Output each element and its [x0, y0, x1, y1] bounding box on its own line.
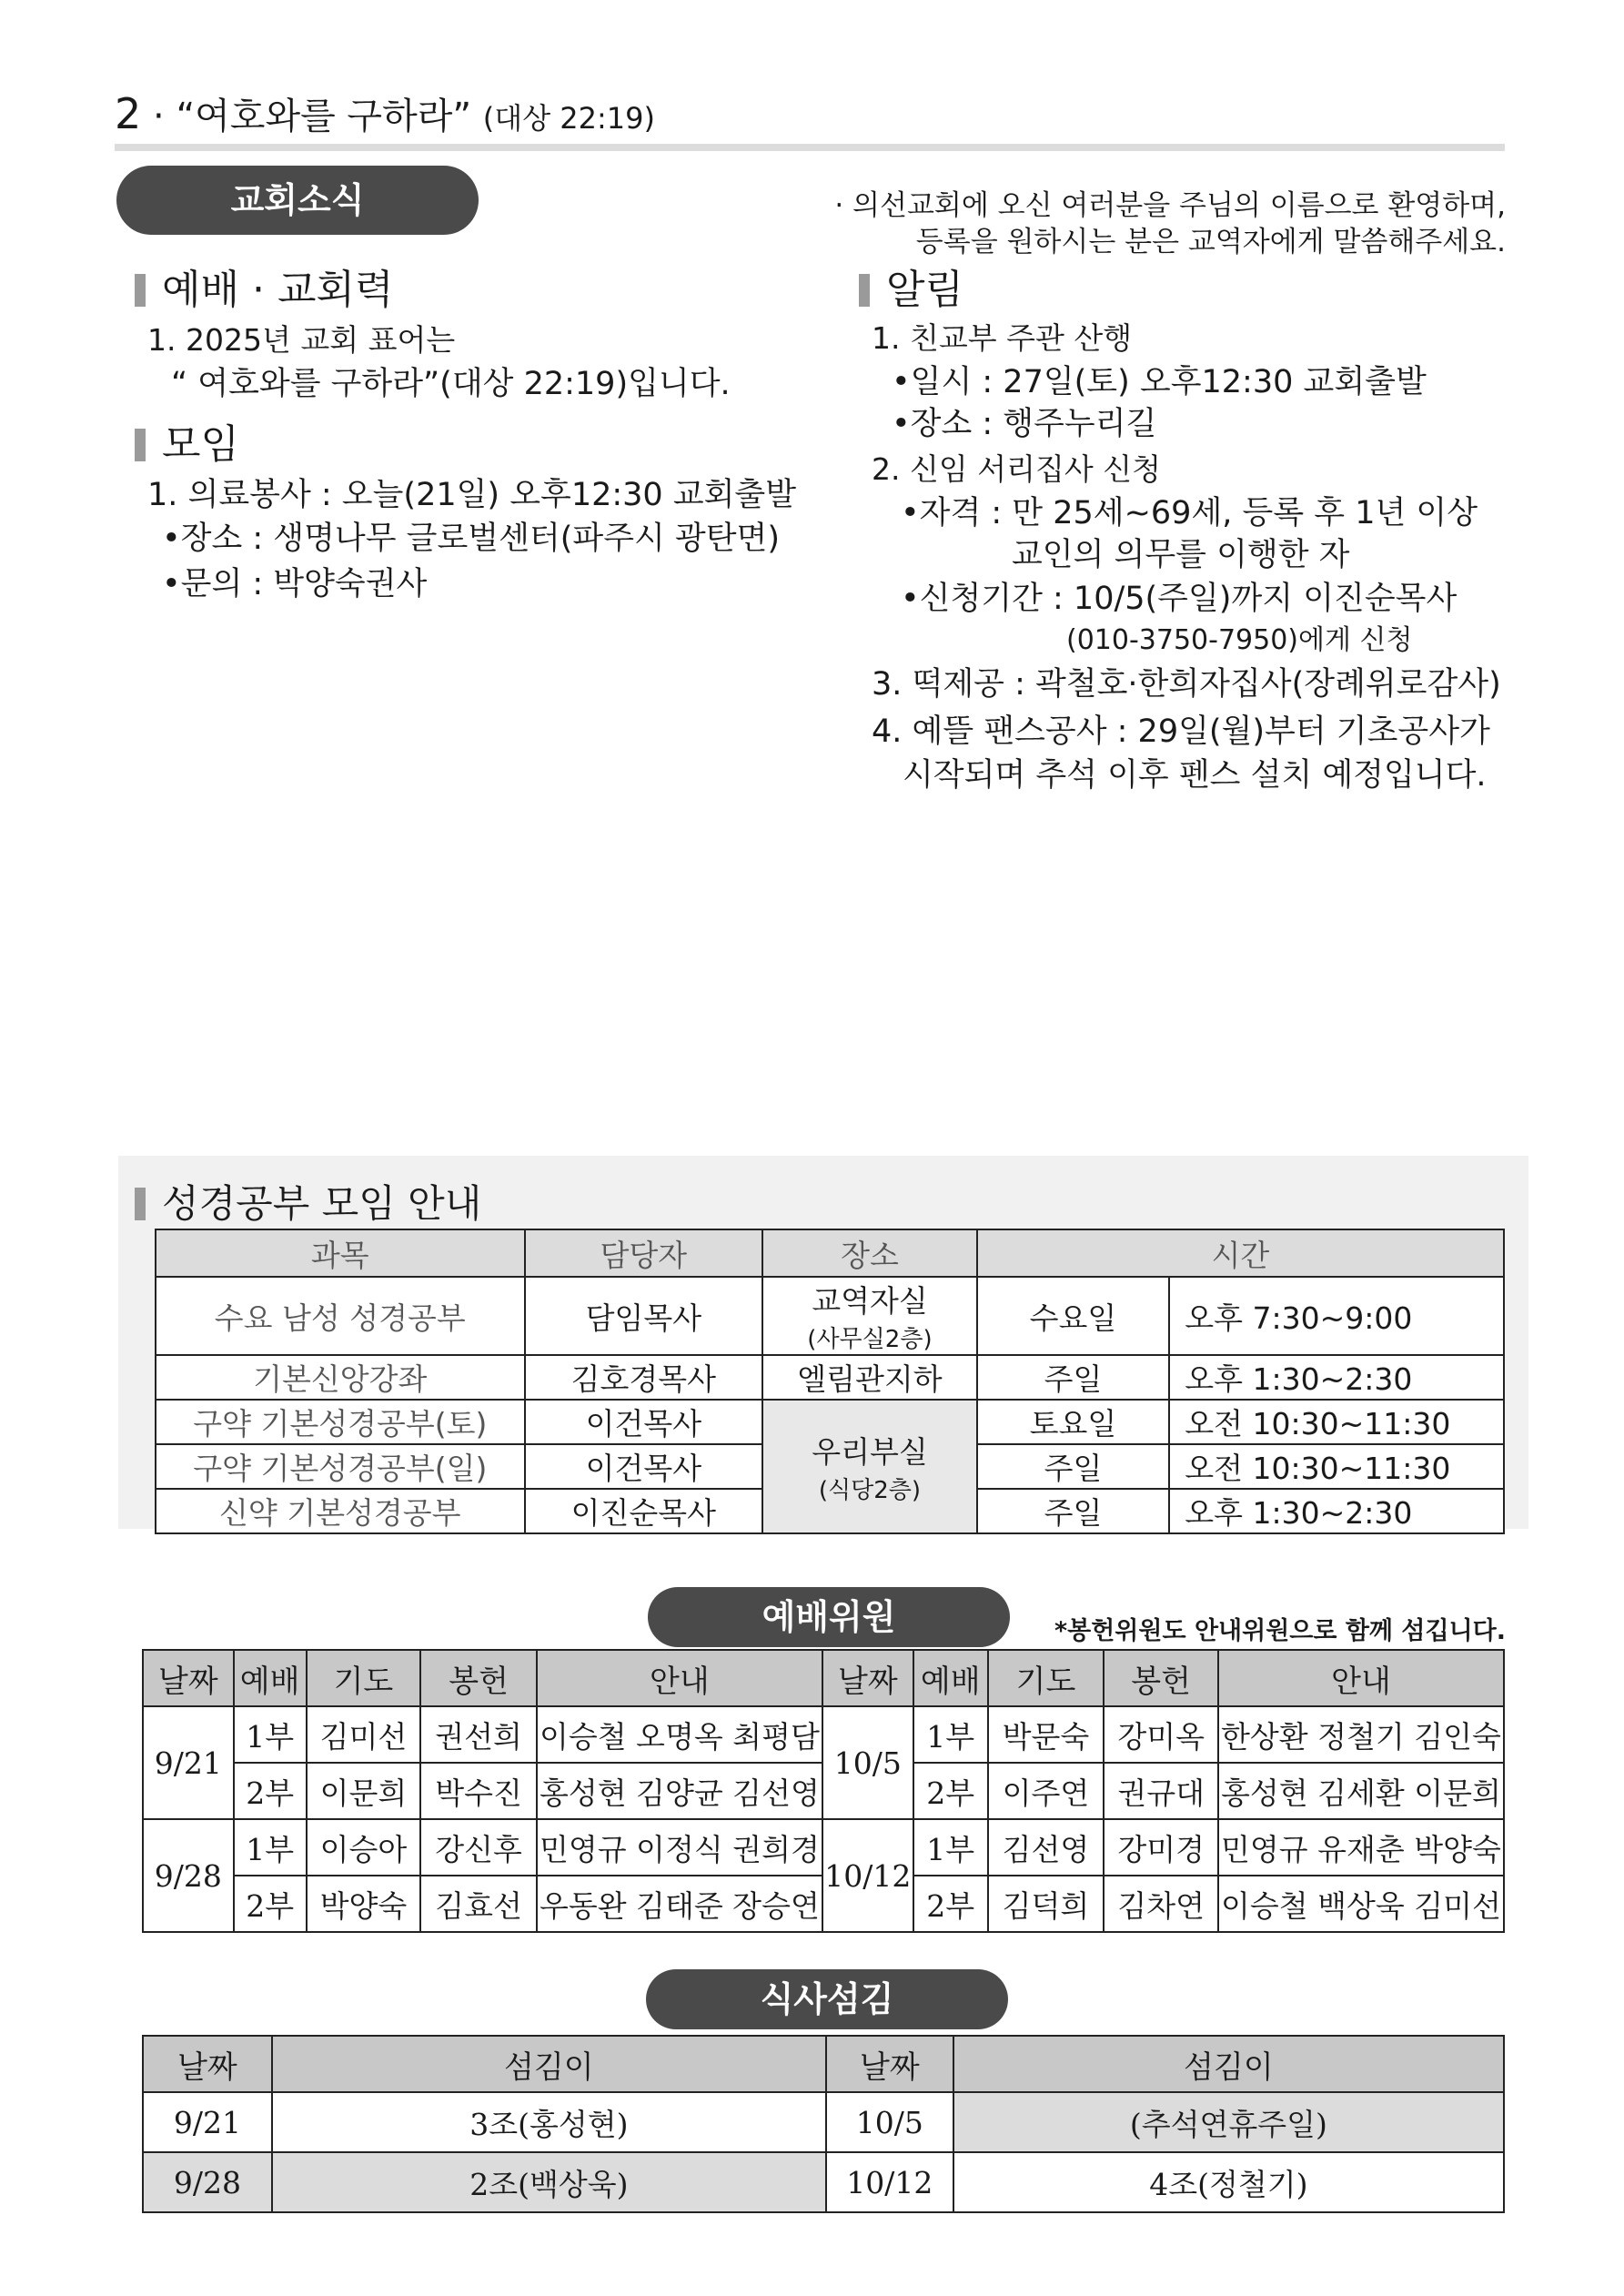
study-subject: 신약 기본성경공부: [156, 1489, 525, 1533]
study-day: 주일: [977, 1444, 1169, 1489]
study-place: 우리부실 (식당2층): [762, 1400, 977, 1533]
committee-guide: 민영규 유재춘 박양숙: [1218, 1819, 1504, 1876]
committee-prayer: 이주연: [988, 1763, 1105, 1819]
study-leader: 이건목사: [525, 1444, 763, 1489]
notice-section-title: 알림: [859, 257, 963, 315]
table-row: [143, 1819, 1504, 1876]
notice-line-11: 시작되며 추석 이후 펜스 설치 예정입니다.: [903, 757, 1487, 794]
worship-line-1: 1. 2025년 교회 표어는: [147, 322, 456, 358]
meal-date: 9/28: [143, 2152, 272, 2212]
meeting-line-1: 1. 의료봉사 : 오늘(21일) 오후12:30 교회출발: [147, 477, 797, 513]
study-place: 교역자실 (사무실2층): [762, 1277, 977, 1355]
meal-date: 10/5: [826, 2092, 953, 2152]
committee-offering: 권선희: [420, 1706, 537, 1763]
meal-date: 10/12: [826, 2152, 953, 2212]
committee-service: 2부: [234, 1876, 307, 1932]
notice-line-4: 2. 신임 서리집사 신청: [872, 451, 1161, 487]
committee-service: 2부: [234, 1763, 307, 1819]
header-reference: (대상 22:19): [482, 101, 655, 136]
committee-header-prayer: 기도: [988, 1650, 1105, 1706]
study-header-place: 장소: [762, 1229, 977, 1277]
study-day: 수요일: [977, 1277, 1169, 1355]
meeting-section-title: 모임: [135, 411, 239, 470]
committee-header-service: 예배: [913, 1650, 988, 1706]
committee-guide: 홍성현 김양균 김선영: [537, 1763, 822, 1819]
committee-offering: 김효선: [420, 1876, 537, 1932]
notice-line-1: 1. 친교부 주관 산행: [872, 320, 1133, 356]
study-table: [155, 1229, 1505, 1534]
welcome-line-2: 등록을 원하시는 분은 교역자에게 말씀해주세요.: [915, 226, 1506, 258]
notice-line-10: 4. 예뜰 팬스공사 : 29일(월)부터 기초공사가: [872, 713, 1490, 750]
meal-header-date: 날짜: [143, 2036, 272, 2092]
committee-offering: 강미경: [1104, 1819, 1218, 1876]
committee-guide: 민영규 이정식 권희경: [537, 1819, 822, 1876]
notice-line-5: •자격 : 만 25세~69세, 등록 후 1년 이상: [901, 495, 1478, 531]
notice-line-9: 3. 떡제공 : 곽철호·한희자집사(장례위로감사): [872, 666, 1501, 703]
meal-date: 9/21: [143, 2092, 272, 2152]
study-day: 토요일: [977, 1400, 1169, 1444]
committee-prayer: 박문숙: [988, 1706, 1105, 1763]
meeting-line-3: •문의 : 박양숙권사: [162, 566, 428, 602]
meal-header-server: 섬김이: [272, 2036, 826, 2092]
committee-header-date: 날짜: [143, 1650, 234, 1706]
committee-header-offering: 봉헌: [1104, 1650, 1218, 1706]
study-subject: 구약 기본성경공부(일): [156, 1444, 525, 1489]
meal-pill: 식사섬김: [646, 1969, 1008, 2029]
committee-header-date: 날짜: [822, 1650, 913, 1706]
table-row: [143, 1706, 1504, 1763]
committee-guide: 홍성현 김세환 이문희: [1218, 1763, 1504, 1819]
study-day: 주일: [977, 1489, 1169, 1533]
study-subject: 구약 기본성경공부(토): [156, 1400, 525, 1444]
committee-header-prayer: 기도: [307, 1650, 421, 1706]
study-time: 오후 7:30~9:00: [1169, 1277, 1504, 1355]
committee-offering: 박수진: [420, 1763, 537, 1819]
committee-table: [142, 1649, 1505, 1933]
committee-note: *봉헌위원도 안내위원으로 함께 섬깁니다.: [1054, 1617, 1506, 1645]
table-row: [156, 1400, 1504, 1444]
committee-prayer: 김덕희: [988, 1876, 1105, 1932]
committee-pill: 예배위원: [648, 1587, 1010, 1647]
committee-prayer: 이승아: [307, 1819, 421, 1876]
committee-offering: 강신후: [420, 1819, 537, 1876]
notice-line-6: 교인의 의무를 이행한 자: [1012, 537, 1350, 573]
study-time: 오전 10:30~11:30: [1169, 1400, 1504, 1444]
study-header-leader: 담당자: [525, 1229, 763, 1277]
notice-line-8: (010-3750-7950)에게 신청: [1066, 624, 1413, 656]
study-leader: 담임목사: [525, 1277, 763, 1355]
meal-header-date: 날짜: [826, 2036, 953, 2092]
meal-server: 4조(정철기): [953, 2152, 1504, 2212]
table-row: [143, 2152, 1504, 2212]
meeting-line-2: •장소 : 생명나무 글로벌센터(파주시 광탄면): [162, 521, 781, 557]
study-day: 주일: [977, 1355, 1169, 1400]
study-subject: 기본신앙강좌: [156, 1355, 525, 1400]
meal-server: 2조(백상욱): [272, 2152, 826, 2212]
meal-header-server: 섬김이: [953, 2036, 1504, 2092]
notice-line-2: •일시 : 27일(토) 오후12:30 교회출발: [892, 364, 1427, 400]
study-header-subject: 과목: [156, 1229, 525, 1277]
committee-offering: 권규대: [1104, 1763, 1218, 1819]
committee-header-guide: 안내: [537, 1650, 822, 1706]
committee-guide: 우동완 김태준 장승연: [537, 1876, 822, 1932]
committee-date: 10/12: [822, 1819, 913, 1932]
news-pill: 교회소식: [116, 166, 479, 235]
study-section-title: 성경공부 모임 안내: [135, 1174, 481, 1229]
committee-guide: 이승철 오명옥 최평담: [537, 1706, 822, 1763]
study-leader: 이건목사: [525, 1400, 763, 1444]
committee-service: 1부: [234, 1706, 307, 1763]
worship-section-title: 예배 · 교회력: [135, 257, 393, 315]
committee-prayer: 김선영: [988, 1819, 1105, 1876]
study-leader: 이진순목사: [525, 1489, 763, 1533]
table-row: [156, 1277, 1504, 1355]
study-time: 오후 1:30~2:30: [1169, 1355, 1504, 1400]
committee-service: 1부: [913, 1706, 988, 1763]
study-leader: 김호경목사: [525, 1355, 763, 1400]
committee-prayer: 김미선: [307, 1706, 421, 1763]
study-header-time: 시간: [977, 1229, 1504, 1277]
section-bar-icon: [135, 1188, 146, 1220]
committee-date: 9/21: [143, 1706, 234, 1819]
header-title: “여호와를 구하라”: [176, 96, 472, 137]
committee-offering: 강미옥: [1104, 1706, 1218, 1763]
committee-service: 1부: [234, 1819, 307, 1876]
committee-service: 1부: [913, 1819, 988, 1876]
meal-server: (추석연휴주일): [953, 2092, 1504, 2152]
committee-service: 2부: [913, 1763, 988, 1819]
table-row: [143, 2092, 1504, 2152]
welcome-line-1: · 의선교회에 오신 여러분을 주님의 이름으로 환영하며,: [834, 189, 1506, 222]
committee-offering: 김차연: [1104, 1876, 1218, 1932]
meal-server: 3조(홍성현): [272, 2092, 826, 2152]
study-time: 오후 1:30~2:30: [1169, 1489, 1504, 1533]
study-subject: 수요 남성 성경공부: [156, 1277, 525, 1355]
header-separator: ·: [153, 96, 165, 137]
page-number: 2: [115, 89, 142, 138]
worship-line-2: “ 여호와를 구하라”(대상 22:19)입니다.: [171, 366, 731, 402]
table-row: [156, 1355, 1504, 1400]
committee-service: 2부: [913, 1876, 988, 1932]
study-time: 오전 10:30~11:30: [1169, 1444, 1504, 1489]
committee-header-guide: 안내: [1218, 1650, 1504, 1706]
committee-header-service: 예배: [234, 1650, 307, 1706]
page-header: [115, 87, 655, 139]
committee-header-offering: 봉헌: [420, 1650, 537, 1706]
section-bar-icon: [859, 274, 870, 307]
notice-line-3: •장소 : 행주누리길: [892, 406, 1157, 442]
header-divider: [115, 144, 1505, 151]
section-bar-icon: [135, 274, 146, 307]
committee-guide: 한상환 정철기 김인숙: [1218, 1706, 1504, 1763]
notice-line-7: •신청기간 : 10/5(주일)까지 이진순목사: [901, 581, 1458, 617]
committee-date: 10/5: [822, 1706, 913, 1819]
committee-date: 9/28: [143, 1819, 234, 1932]
committee-prayer: 박양숙: [307, 1876, 421, 1932]
committee-prayer: 이문희: [307, 1763, 421, 1819]
section-bar-icon: [135, 429, 146, 461]
meal-table: [142, 2035, 1505, 2213]
committee-guide: 이승철 백상욱 김미선: [1218, 1876, 1504, 1932]
study-place: 엘림관지하: [762, 1355, 977, 1400]
